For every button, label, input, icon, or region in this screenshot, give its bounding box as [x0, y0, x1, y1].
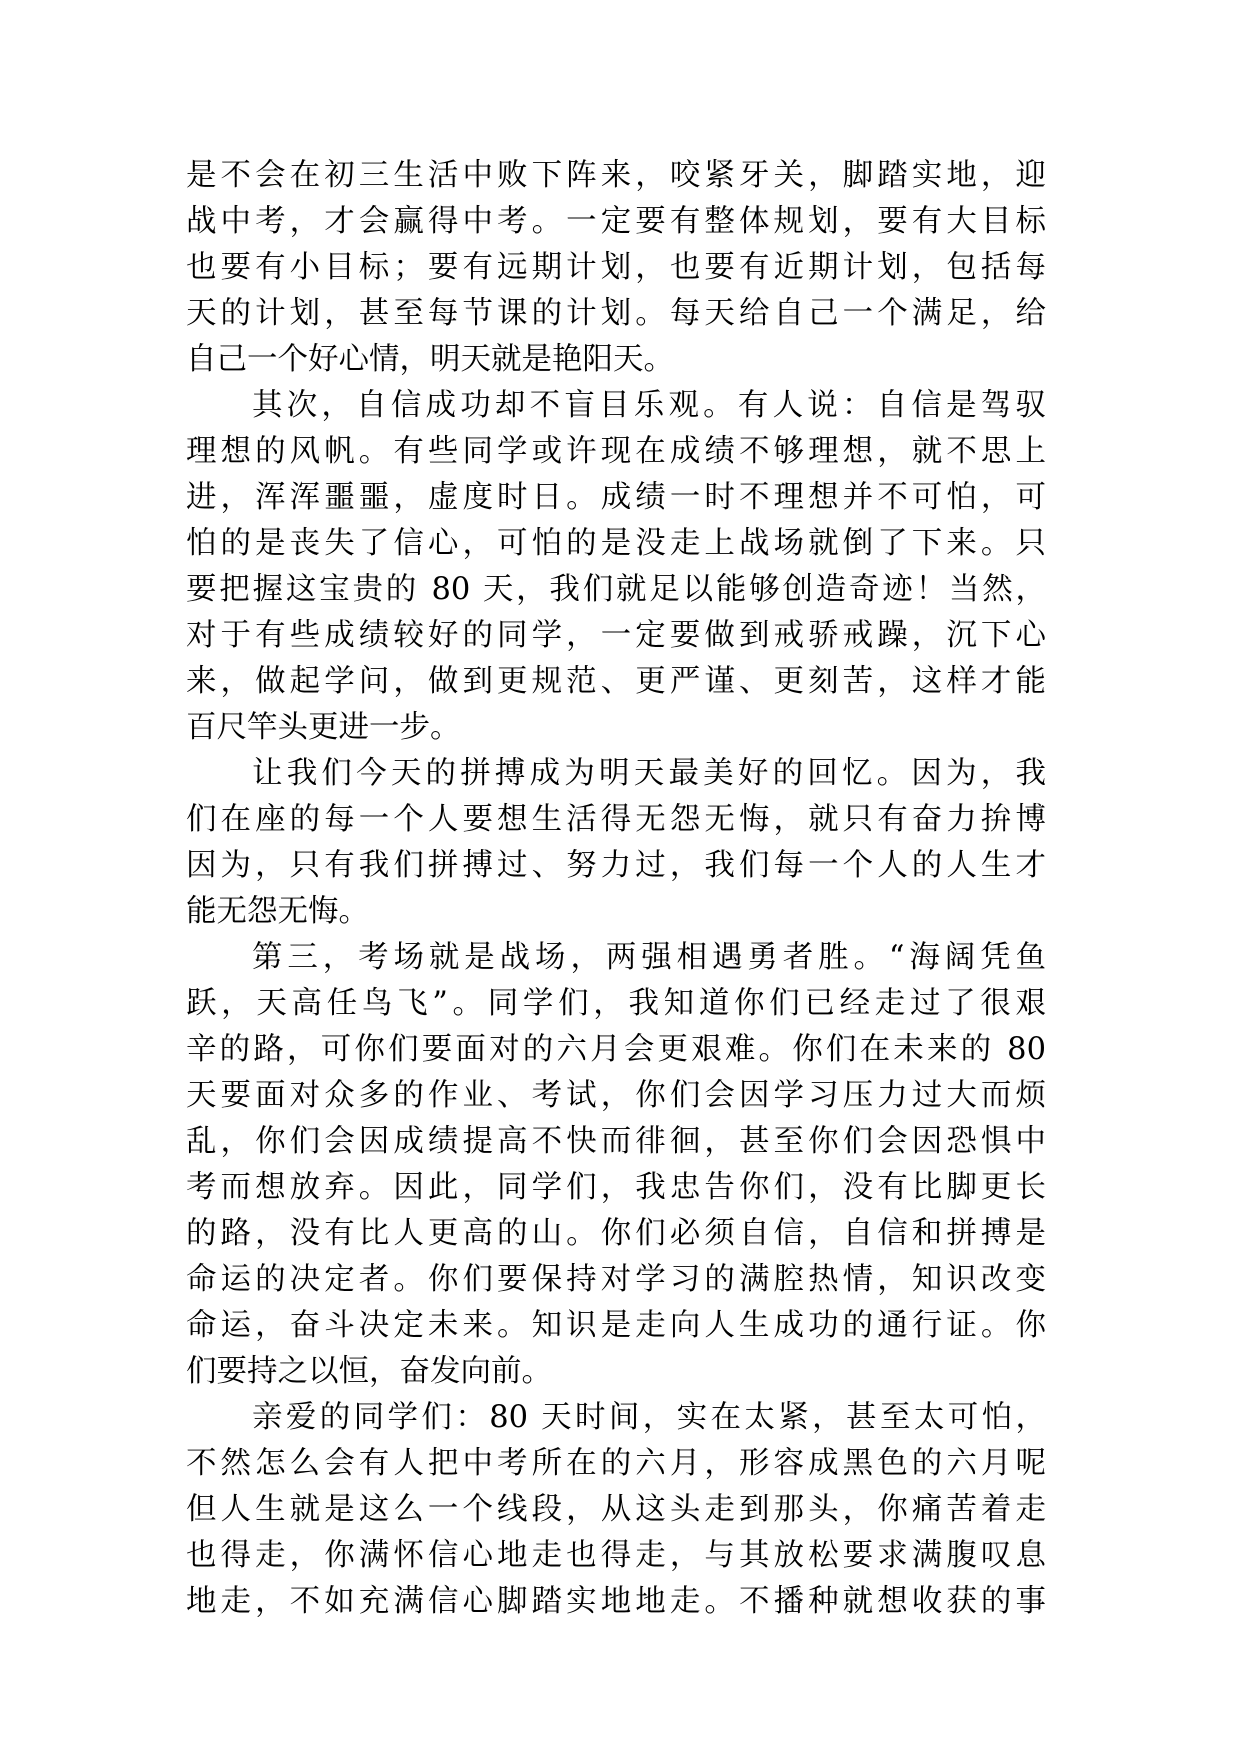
text-line: 战中考，才会赢得中考。一定要有整体规划，要有大目标	[186, 204, 1046, 239]
text-line: 不然怎么会有人把中考所在的六月，形容成黑色的六月呢	[186, 1446, 1046, 1481]
text-line: 乱，你们会因成绩提高不快而徘徊，甚至你们会因恐惧中	[186, 1124, 1046, 1159]
text-line: 进，浑浑噩噩，虚度时日。成绩一时不理想并不可怕，可	[186, 480, 1046, 515]
text-line: 自己一个好心情，明天就是艳阳天。	[186, 342, 674, 377]
text-line: 是不会在初三生活中败下阵来，咬紧牙关，脚踏实地，迎	[186, 158, 1046, 193]
text-line: 天的计划，甚至每节课的计划。每天给自己一个满足，给	[186, 296, 1046, 331]
text-line: 地走，不如充满信心脚踏实地地走。不播种就想收获的事	[186, 1584, 1046, 1619]
body-text	[186, 153, 1046, 1625]
text-line: 因为，只有我们拼搏过、努力过，我们每一个人的人生才	[186, 848, 1046, 883]
text-line: 要把握这宝贵的 80 天，我们就足以能够创造奇迹！当然，	[186, 572, 1046, 607]
paragraph-first-line: 其次，自信成功却不盲目乐观。有人说：自信是驾驭	[252, 388, 1046, 423]
text-line: 们要持之以恒，奋发向前。	[186, 1354, 552, 1389]
text-line: 命运，奋斗决定未来。知识是走向人生成功的通行证。你	[186, 1308, 1046, 1343]
text-line: 天要面对众多的作业、考试，你们会因学习压力过大而烦	[186, 1078, 1046, 1113]
text-line: 也要有小目标；要有远期计划，也要有近期计划，包括每	[186, 250, 1046, 285]
text-line: 辛的路，可你们要面对的六月会更艰难。你们在未来的 80	[186, 1032, 1046, 1067]
text-line: 能无怨无悔。	[186, 894, 369, 929]
paragraph-first-line: 让我们今天的拼搏成为明天最美好的回忆。因为，我	[252, 756, 1046, 791]
text-line: 理想的风帆。有些同学或许现在成绩不够理想，就不思上	[186, 434, 1046, 469]
paragraph-first-line: 第三，考场就是战场，两强相遇勇者胜。“海阔凭鱼	[252, 940, 1046, 975]
text-line: 百尺竿头更进一步。	[186, 710, 461, 745]
text-line: 但人生就是这么一个线段，从这头走到那头，你痛苦着走	[186, 1492, 1046, 1527]
text-line: 对于有些成绩较好的同学，一定要做到戒骄戒躁，沉下心	[186, 618, 1046, 653]
text-line: 怕的是丧失了信心，可怕的是没走上战场就倒了下来。只	[186, 526, 1046, 561]
text-line: 跃，天高任鸟飞”。同学们，我知道你们已经走过了很艰	[186, 986, 1046, 1021]
text-line: 考而想放弃。因此，同学们，我忠告你们，没有比脚更长	[186, 1170, 1046, 1205]
text-line: 也得走，你满怀信心地走也得走，与其放松要求满腹叹息	[186, 1538, 1046, 1573]
text-line: 的路，没有比人更高的山。你们必须自信，自信和拼搏是	[186, 1216, 1046, 1251]
paragraph-first-line: 亲爱的同学们：80 天时间，实在太紧，甚至太可怕，	[252, 1400, 1046, 1435]
text-line: 来，做起学问，做到更规范、更严谨、更刻苦，这样才能	[186, 664, 1046, 699]
text-line: 们在座的每一个人要想生活得无怨无悔，就只有奋力拚博	[186, 802, 1046, 837]
text-line: 命运的决定者。你们要保持对学习的满腔热情，知识改变	[186, 1262, 1046, 1297]
